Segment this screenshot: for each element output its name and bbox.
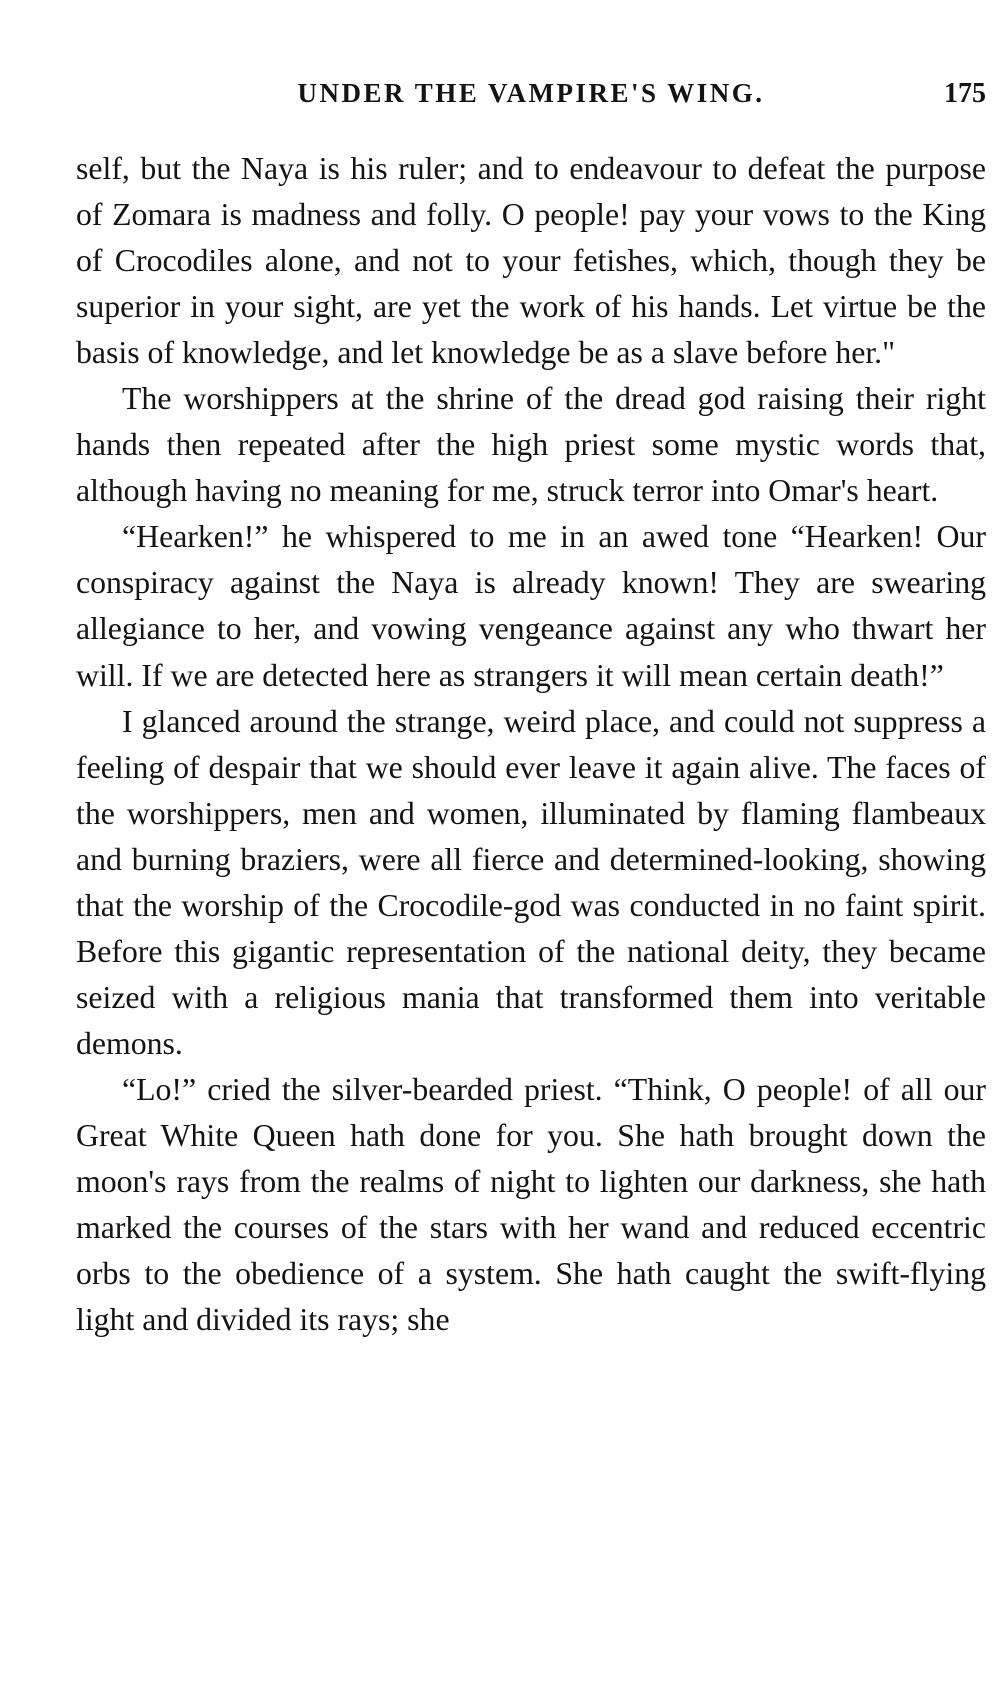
page-number: 175 xyxy=(944,78,986,109)
paragraph-priest-speech: “Lo!” cried the silver-bearded priest. “Think, O people! of all our Great White Queen hath done for you. She hath brought down the moon's rays from the realms of night to lighten our darkness, she hath marked the courses of the stars with her wand and reduced eccentric orbs to the obedience of a system. She hath caught the swift-flying light and divided its rays; she xyxy=(76,1071,986,1338)
running-title: UNDER THE VAMPIRE'S WING. xyxy=(297,78,765,108)
paragraph-despair: I glanced around the strange, weird place, and could not suppress a feeling of despair that we should ever leave it again alive. The faces of the worshippers, men and women, illuminated by flaming flambeaux and burning braziers, were all fierce and determined-looking, showing that the worship of the Crocodile-god was conducted in no faint spirit. Before this gigantic representation of the national deity, they became seized with a religious mania that transformed them into veritable demons. xyxy=(76,703,986,1061)
paragraph-hearken: “Hearken!” he whispered to me in an awed tone “Hearken! Our conspiracy against the Naya is already known! They are swearing allegiance to her, and vowing vengeance against any who thwart her will. If we are detected here as strangers it will mean certain death!” xyxy=(76,519,986,693)
body-text xyxy=(76,146,986,1343)
paragraph-worshippers: The worshippers at the shrine of the dread god raising their right hands then repeated after the high priest some mystic words that, although having no meaning for me, struck terror into Omar's heart. xyxy=(76,381,986,509)
paragraph-continuation: self, but the Naya is his ruler; and to endeavour to defeat the purpose of Zomara is madness and folly. O people! pay your vows to the King of Crocodiles alone, and not to your fetishes, which, though they be superior in your sight, are yet the work of his hands. Let virtue be the basis of knowledge, and let knowledge be as a slave before her." xyxy=(76,151,986,371)
running-head xyxy=(76,78,986,118)
